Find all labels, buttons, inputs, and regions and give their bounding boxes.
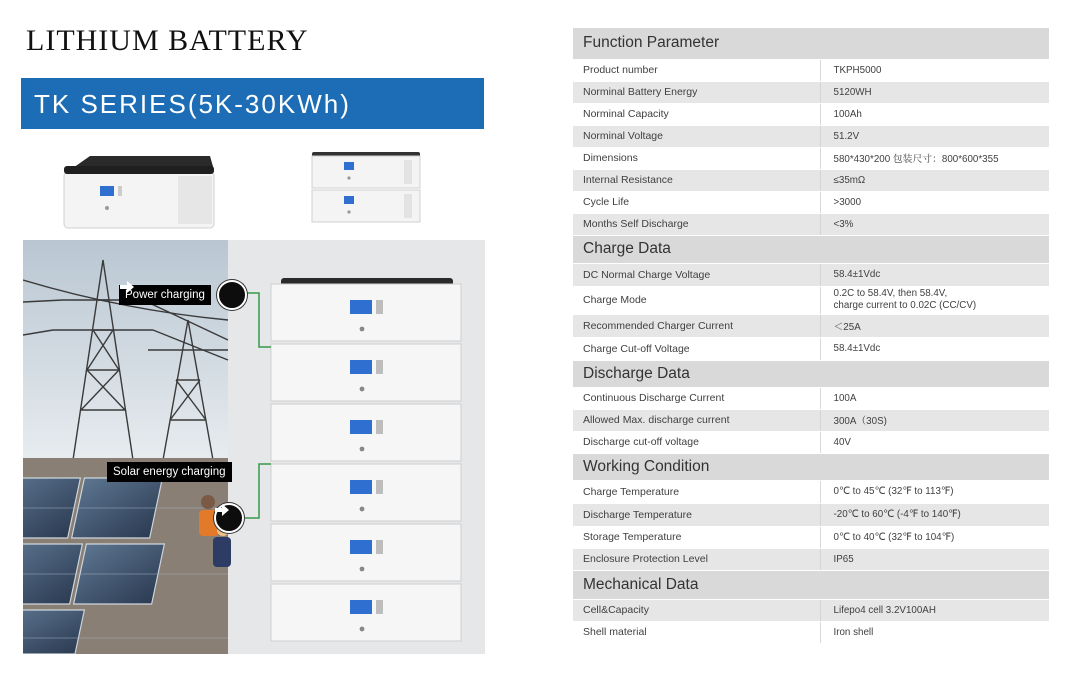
row-value-line1: 0.2C to 58.4V, then 58.4V, (833, 288, 948, 299)
battery-stack-small-image (308, 150, 424, 226)
row-label: DC Normal Charge Voltage (573, 263, 820, 286)
section-title-function: Function Parameter (573, 28, 1049, 59)
table-row (573, 213, 1049, 235)
section-title-mechanical: Mechanical Data (573, 570, 1049, 599)
battery-unit-image (60, 150, 218, 230)
row-label: Norminal Voltage (573, 125, 820, 147)
arrow-right-icon (214, 503, 244, 533)
page-title: LITHIUM BATTERY (26, 24, 309, 57)
row-label: Discharge Temperature (573, 503, 820, 526)
table-row (573, 263, 1049, 286)
scene-illustration (23, 240, 485, 654)
row-label: Cell&Capacity (573, 599, 820, 621)
row-value: Iron shell (820, 621, 1049, 643)
row-value: 580*430*200 包装尺寸：800*600*355 (820, 147, 1049, 169)
section-title-working: Working Condition (573, 453, 1049, 480)
power-charging-label: Power charging (119, 285, 211, 305)
table-row (573, 526, 1049, 548)
row-label: Recommended Charger Current (573, 314, 820, 337)
table-row (573, 191, 1049, 213)
row-value: 300A（30S) (820, 409, 1049, 431)
row-label: Internal Resistance (573, 169, 820, 191)
section-title-discharge: Discharge Data (573, 360, 1049, 387)
row-label: Shell material (573, 621, 820, 643)
row-label: Discharge cut-off voltage (573, 431, 820, 453)
table-row (573, 503, 1049, 526)
solar-charging-callout (107, 462, 232, 482)
row-label: Charge Mode (573, 286, 820, 314)
section-title-charge: Charge Data (573, 235, 1049, 263)
row-label: Product number (573, 59, 820, 81)
table-row (573, 314, 1049, 337)
row-label: Norminal Battery Energy (573, 81, 820, 103)
row-value: 58.4±1Vdc (820, 263, 1049, 286)
table-row (573, 81, 1049, 103)
table-row (573, 409, 1049, 431)
arrow-right-icon (217, 280, 247, 310)
row-value: TKPH5000 (820, 59, 1049, 81)
row-value: IP65 (820, 548, 1049, 570)
application-scene (23, 240, 485, 654)
table-row (573, 480, 1049, 503)
row-label: Continuous Discharge Current (573, 387, 820, 409)
row-value: 0℃ to 40℃ (32℉ to 104℉) (820, 526, 1049, 548)
row-value: 0℃ to 45℃ (32℉ to 113℉) (820, 480, 1049, 503)
table-row (573, 286, 1049, 314)
row-label: Norminal Capacity (573, 103, 820, 125)
series-title: TK SERIES(5K-30KWh) (34, 89, 351, 119)
row-value-multiline (820, 286, 1049, 314)
row-label: Dimensions (573, 147, 820, 169)
row-value: 40V (820, 431, 1049, 453)
series-banner (21, 78, 484, 129)
row-value: 5120WH (820, 81, 1049, 103)
row-value: 100Ah (820, 103, 1049, 125)
table-row (573, 59, 1049, 81)
row-value: 51.2V (820, 125, 1049, 147)
row-label: Storage Temperature (573, 526, 820, 548)
table-row (573, 337, 1049, 360)
table-row (573, 387, 1049, 409)
row-value: >3000 (820, 191, 1049, 213)
row-value: <3% (820, 213, 1049, 235)
table-row (573, 103, 1049, 125)
row-label: Enclosure Protection Level (573, 548, 820, 570)
table-row (573, 621, 1049, 643)
table-row (573, 599, 1049, 621)
solar-charging-label: Solar energy charging (107, 462, 232, 482)
row-value: 100A (820, 387, 1049, 409)
row-value: ≤35mΩ (820, 169, 1049, 191)
row-label: Charge Temperature (573, 480, 820, 503)
row-value: 58.4±1Vdc (820, 337, 1049, 360)
row-label: Charge Cut-off Voltage (573, 337, 820, 360)
row-value: Lifepo4 cell 3.2V100AH (820, 599, 1049, 621)
row-label: Allowed Max. discharge current (573, 409, 820, 431)
power-charging-callout (119, 280, 247, 310)
table-row (573, 431, 1049, 453)
solar-arrow-callout (214, 503, 244, 533)
table-row (573, 548, 1049, 570)
row-label: Cycle Life (573, 191, 820, 213)
table-row (573, 169, 1049, 191)
row-value-line2: charge current to 0.02C (CC/CV) (833, 300, 977, 311)
row-value: ＜25A (820, 314, 1049, 337)
table-row (573, 147, 1049, 169)
spec-table (573, 28, 1049, 644)
row-label: Months Self Discharge (573, 213, 820, 235)
table-row (573, 125, 1049, 147)
row-value: -20℃ to 60℃ (-4℉ to 140℉) (820, 503, 1049, 526)
